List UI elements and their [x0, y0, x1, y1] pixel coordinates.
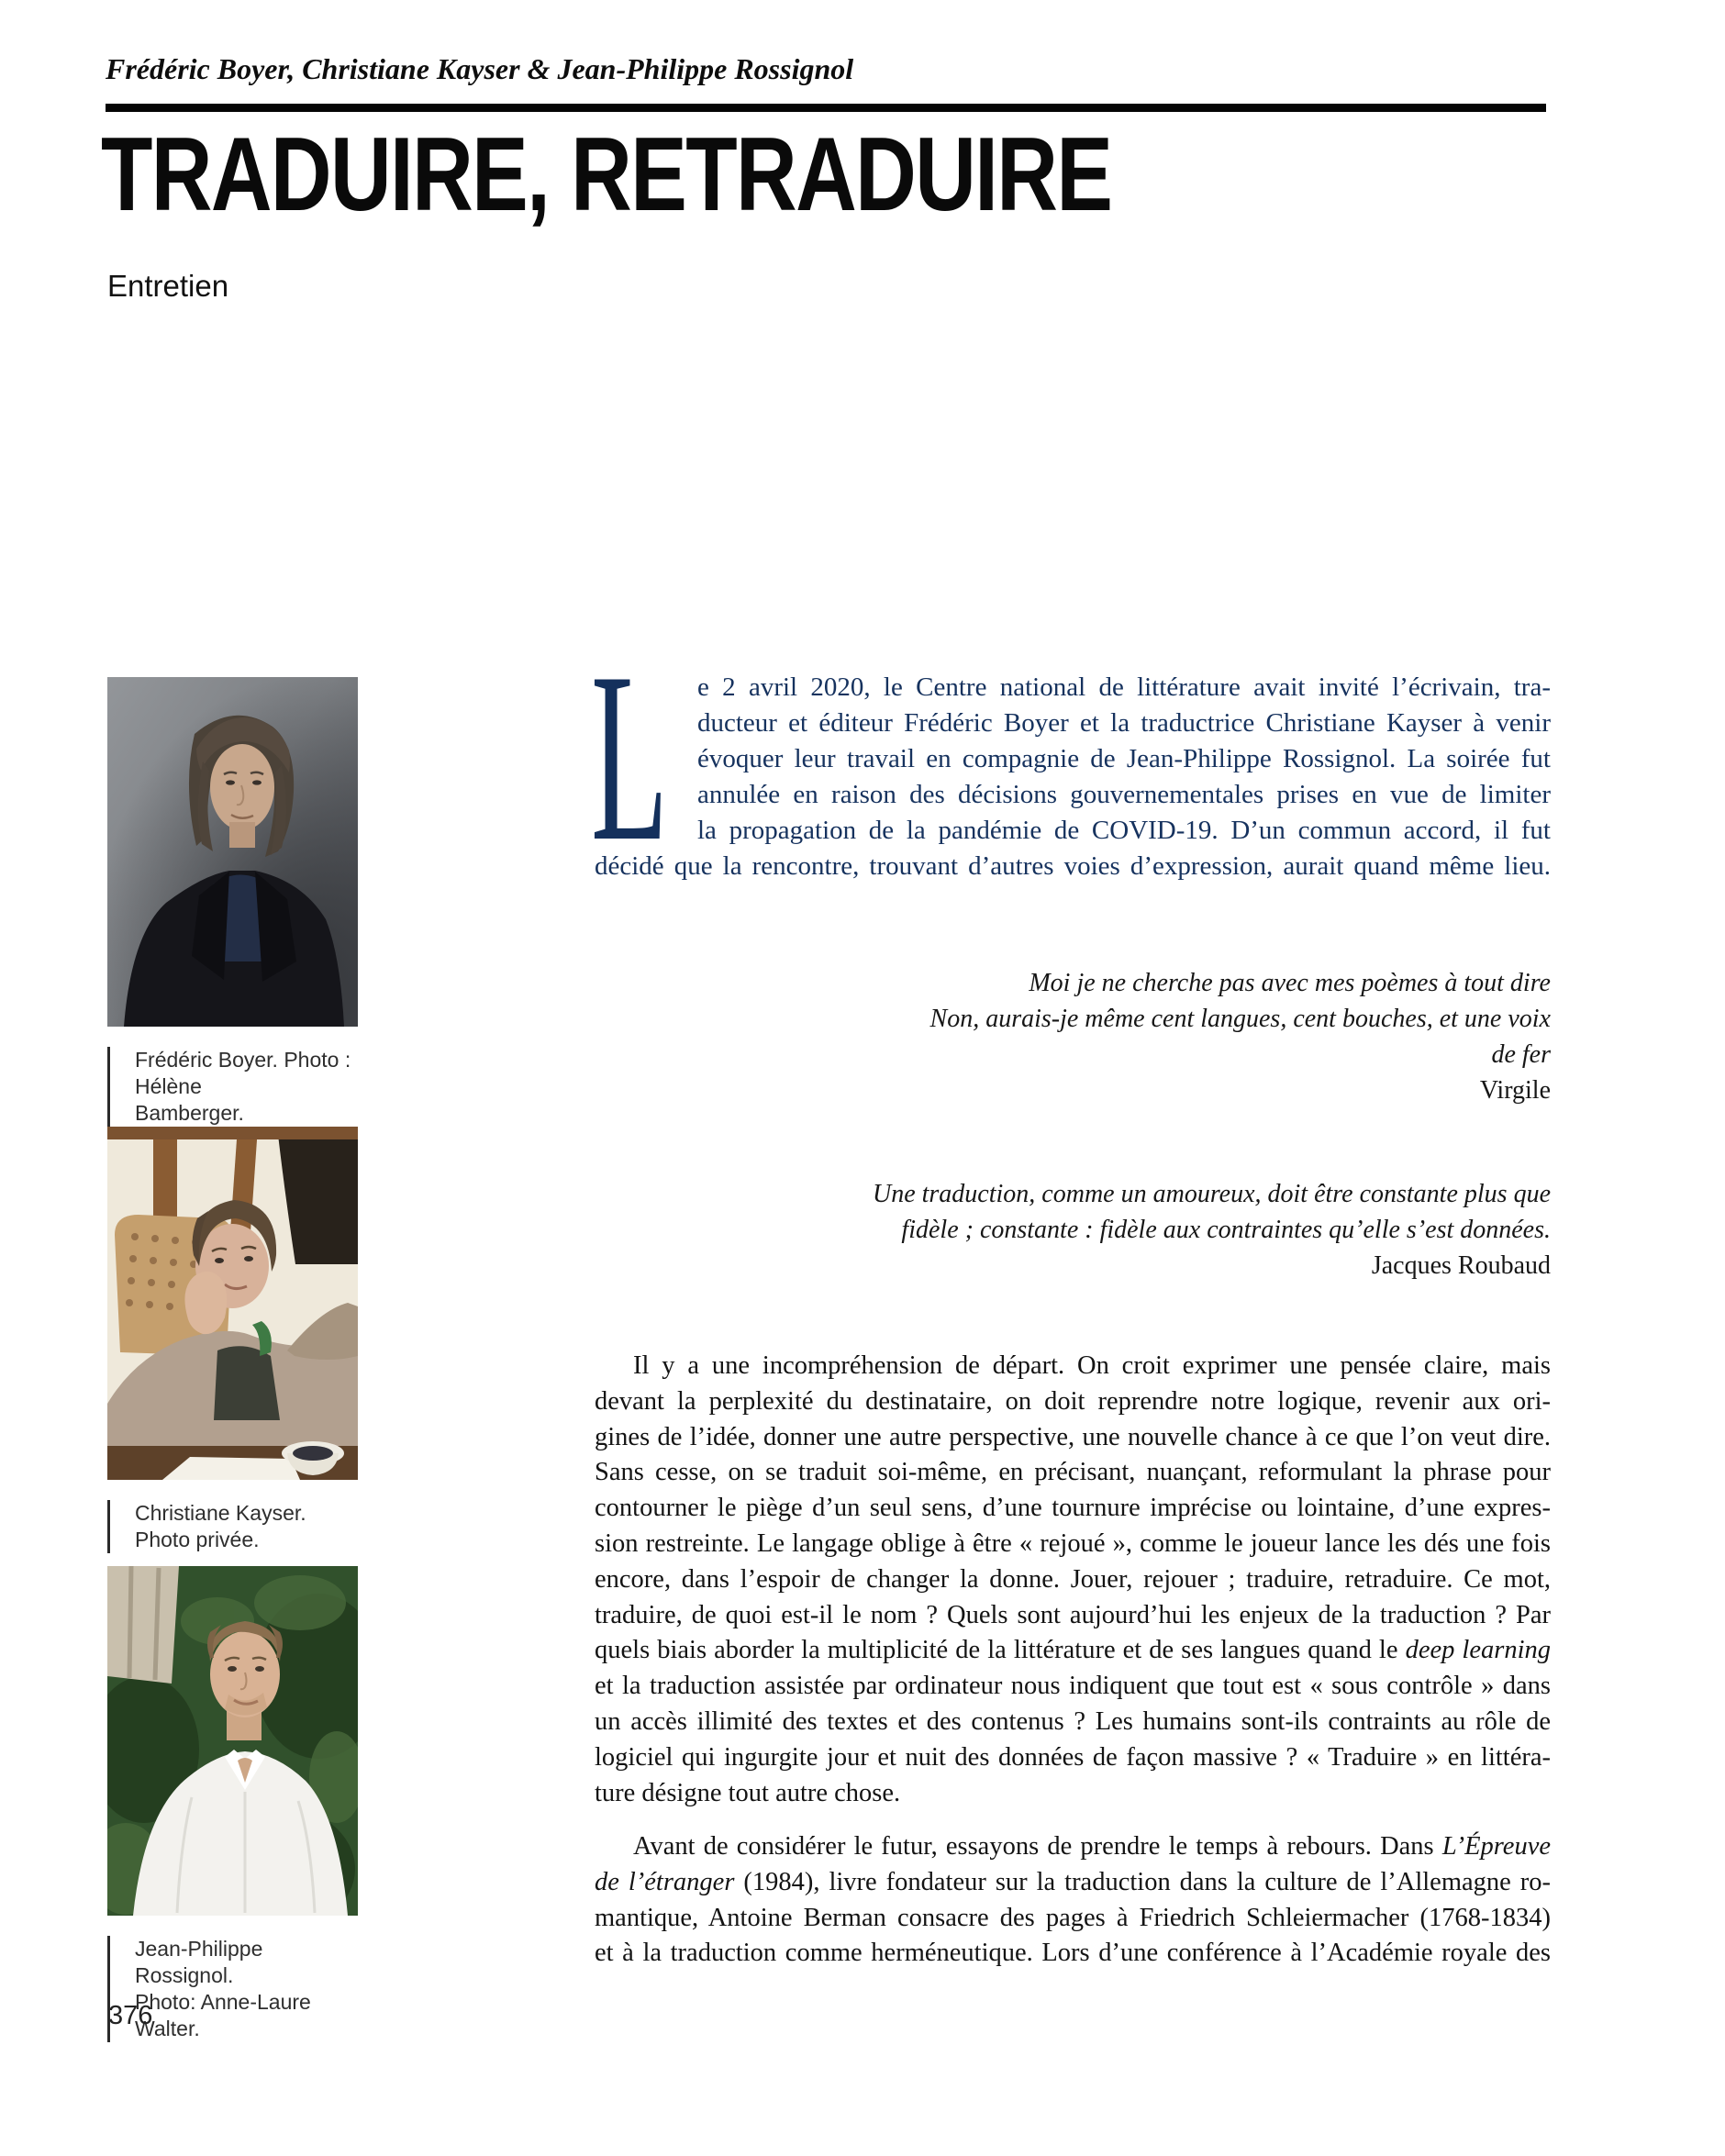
author-line: Frédéric Boyer, Christiane Kayser & Jean-Philippe Rossignol — [106, 52, 854, 85]
lead-paragraph — [591, 623, 1551, 892]
page-number: 376 — [108, 2001, 153, 2030]
body-line: encore, dans l’espoir de changer la donne. Jouer, rejouer ; traduire, retraduire. Ce mot, — [595, 1564, 1551, 1594]
body-paragraph-1 — [595, 1349, 1551, 1811]
epigraph-attribution: Jacques Roubaud — [1371, 1251, 1551, 1280]
epigraph-line: Une traduction, comme un amoureux, doit être constante plus que — [872, 1180, 1551, 1208]
lead-line: la propagation de la pandémie de COVID-19. D’un commun accord, il fut — [697, 816, 1551, 845]
lead-line: e 2 avril 2020, le Centre national de littérature avait invité l’écrivain, tra- — [697, 672, 1551, 702]
body-line: sion restreinte. Le langage oblige à être « rejoué », comme le joueur lance les dés une fois — [595, 1528, 1551, 1558]
body-line: ture désigne tout autre chose. — [595, 1778, 901, 1807]
body-line: mantique, Antoine Berman consacre des pages à Friedrich Schleiermacher (1768-1834) — [595, 1903, 1551, 1932]
epigraph-attribution: Virgile — [1479, 1076, 1551, 1105]
body-line: Sans cesse, on se traduit soi-même, en précisant, nuançant, reformulant la phrase pour — [595, 1458, 1551, 1487]
epigraph-virgile — [595, 965, 1551, 1108]
body-line-text: Avant de considérer le futur, essayons de prendre le temps à rebours. Dans — [633, 1832, 1442, 1861]
body-line: un accès illimité des textes et des contenus ? Les humains sont-ils contraints au rôle de — [595, 1706, 1551, 1736]
epigraph-line: Moi je ne cherche pas avec mes poèmes à tout dire — [1029, 969, 1551, 997]
body-line-italic: de l’étranger — [595, 1867, 735, 1896]
body-line — [595, 1633, 1551, 1669]
body-line: devant la perplexité du destinataire, on doit reprendre notre logique, revenir aux ori- — [595, 1386, 1551, 1416]
photo-jean-philippe-rossignol — [107, 1566, 358, 1916]
lead-line: évoquer leur travail en compagnie de Jean-Philippe Rossignol. La soirée fut — [697, 744, 1551, 773]
title-rule — [106, 104, 1546, 112]
caption-christiane-kayser — [107, 1500, 358, 1553]
caption-line: Jean-Philippe Rossignol. — [135, 1937, 263, 1987]
figure-frederic-boyer — [107, 677, 358, 1127]
body-paragraph-2 — [595, 1829, 1551, 1972]
lead-line: ducteur et éditeur Frédéric Boyer et la traductrice Christiane Kayser à venir — [697, 708, 1551, 738]
body-line: gines de l’idée, donner une autre perspective, une nouvelle chance à ce que l’on veut dire. — [595, 1422, 1551, 1451]
body-line: et à la traduction comme herméneutique. Lors d’une conférence à l’Académie royale des — [595, 1939, 1551, 1968]
photo-frederic-boyer — [107, 677, 358, 1027]
body-line: traduire, de quoi est-il le nom ? Quels sont aujourd’hui les enjeux de la traduction ? Par — [595, 1600, 1551, 1629]
body-line — [595, 1829, 1551, 1865]
body-line-text: quels biais aborder la multiplicité de la littérature et de ses langues quand le — [595, 1636, 1406, 1665]
body-line: contourner le piège d’un seul sens, d’une tournure imprécise ou lointaine, d’une expres- — [595, 1494, 1551, 1523]
page-title: TRADUIRE, RETRADUIRE — [101, 117, 1112, 233]
figure-jean-philippe-rossignol — [107, 1566, 358, 2042]
body-line — [595, 1865, 1551, 1901]
epigraph-line: de fer — [1491, 1040, 1551, 1069]
body-line: logiciel qui ingurgite jour et nuit des données de façon massive ? « Traduire » en littéra- — [595, 1742, 1551, 1772]
genre-label: Entretien — [107, 269, 229, 303]
epigraph-roubaud — [595, 1176, 1551, 1284]
epigraph-line: fidèle ; constante : fidèle aux contraintes qu’elle s’est données. — [901, 1216, 1551, 1244]
body-line-text: (1984), livre fondateur sur la traduction dans la culture de l’Allemagne ro- — [734, 1867, 1551, 1896]
lead-line: décidé que la rencontre, trouvant d’autres voies d’expression, aurait quand même lieu. — [595, 851, 1551, 881]
photo-christiane-kayser — [107, 1127, 358, 1480]
body-line: Il y a une incompréhension de départ. On croit exprimer une pensée claire, mais — [633, 1351, 1551, 1380]
body-line-italic: deep learning — [1405, 1636, 1551, 1665]
figure-christiane-kayser — [107, 1127, 358, 1553]
dropcap-letter: L — [591, 623, 669, 892]
caption-frederic-boyer — [107, 1047, 358, 1127]
caption-line: Frédéric Boyer. Photo : Hélène — [135, 1048, 351, 1098]
caption-line: Photo: Anne-Laure Walter. — [135, 1990, 311, 2040]
caption-line: Bamberger. — [135, 1101, 244, 1125]
caption-line: Christiane Kayser. Photo privée. — [135, 1501, 306, 1551]
lead-line: annulée en raison des décisions gouvernementales prises en vue de limiter — [697, 780, 1551, 809]
body-line-italic: L’Épreuve — [1441, 1832, 1551, 1861]
epigraph-line: Non, aurais-je même cent langues, cent bouches, et une voix — [929, 1005, 1551, 1033]
body-line: et la traduction assistée par ordinateur nous indiquent que tout est « sous contrôle » dans — [595, 1672, 1551, 1701]
